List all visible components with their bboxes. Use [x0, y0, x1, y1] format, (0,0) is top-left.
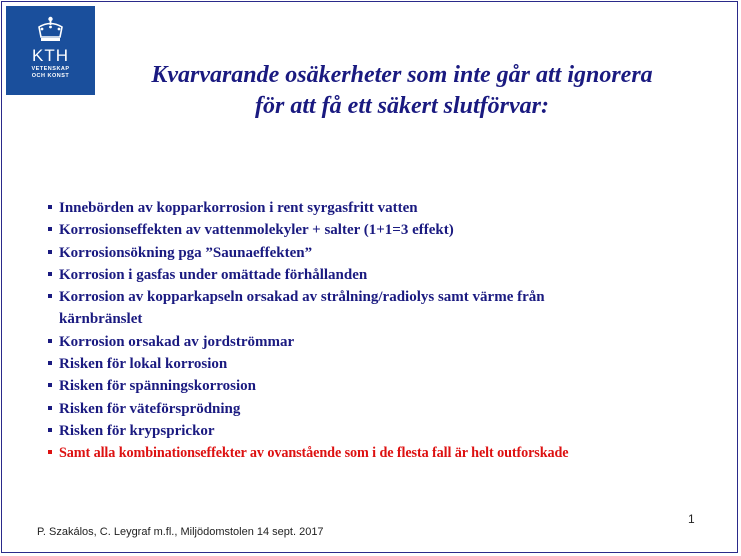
logo-name: KTH: [32, 46, 69, 65]
footer-citation: P. Szakálos, C. Leygraf m.fl., Miljödomstolen 14 sept. 2017: [37, 526, 324, 538]
bullet-marker: [48, 361, 52, 365]
bullet-text: Risken för spänningskorrosion: [59, 378, 257, 395]
bullet-marker: [48, 272, 52, 276]
bullet-item: [47, 242, 741, 264]
bullet-text: Korrosion i gasfas under omättade förhållanden: [59, 266, 368, 283]
bullet-text: Korrosionsökning pga ”Saunaeffekten”: [59, 244, 313, 261]
slide: [1, 1, 738, 553]
bullet-marker: [48, 428, 52, 432]
bullet-item: [47, 375, 741, 397]
bullet-marker: [48, 450, 52, 454]
bullet-continuation: kärnbränslet: [59, 311, 143, 328]
bullet-item: [47, 398, 741, 420]
page-number: 1: [688, 512, 695, 526]
bullet-text: Risken för krypsprickor: [59, 422, 215, 439]
bullet-item: [47, 286, 741, 331]
bullet-marker: [48, 250, 52, 254]
bullet-text: Samt alla kombinationseffekter av ovanstående som i de flesta fall är helt outforskade: [59, 445, 569, 462]
logo-tagline-1: VETENSKAP: [31, 66, 70, 72]
bullet-list: [47, 197, 741, 465]
bullet-text: Risken för väteförsprödning: [59, 400, 241, 417]
bullet-marker: [48, 227, 52, 231]
bullet-item: [47, 219, 741, 241]
bullet-item-highlight: [47, 442, 741, 464]
bullet-text: Risken för lokal korrosion: [59, 356, 228, 373]
bullet-marker: [48, 339, 52, 343]
bullet-marker: [48, 205, 52, 209]
bullet-text: Innebörden av kopparkorrosion i rent syrgasfritt vatten: [59, 200, 418, 216]
bullet-text: Korrosion av kopparkapseln orsakad av strålning/radiolys samt värme från: [59, 289, 545, 306]
bullet-item: [47, 197, 741, 219]
bullet-item: [47, 264, 741, 286]
bullet-marker: [48, 383, 52, 387]
bullet-text: Korrosionseffekten av vattenmolekyler + salter (1+1=3 effekt): [59, 222, 454, 239]
bullet-item: [47, 331, 741, 353]
bullet-item: [47, 353, 741, 375]
slide-title-line-2: för att få ett säkert slutförvar:: [255, 93, 549, 119]
bullet-marker: [48, 406, 52, 410]
logo-tagline-2: OCH KONST: [31, 73, 70, 79]
bullet-item: [47, 420, 741, 442]
slide-title-line-1: Kvarvarande osäkerheter som inte går att ignorera: [151, 62, 653, 88]
crown-icon: [36, 15, 65, 43]
kth-logo: [6, 6, 95, 95]
bullet-marker: [48, 294, 52, 298]
bullet-text: Korrosion orsakad av jordströmmar: [59, 333, 295, 350]
